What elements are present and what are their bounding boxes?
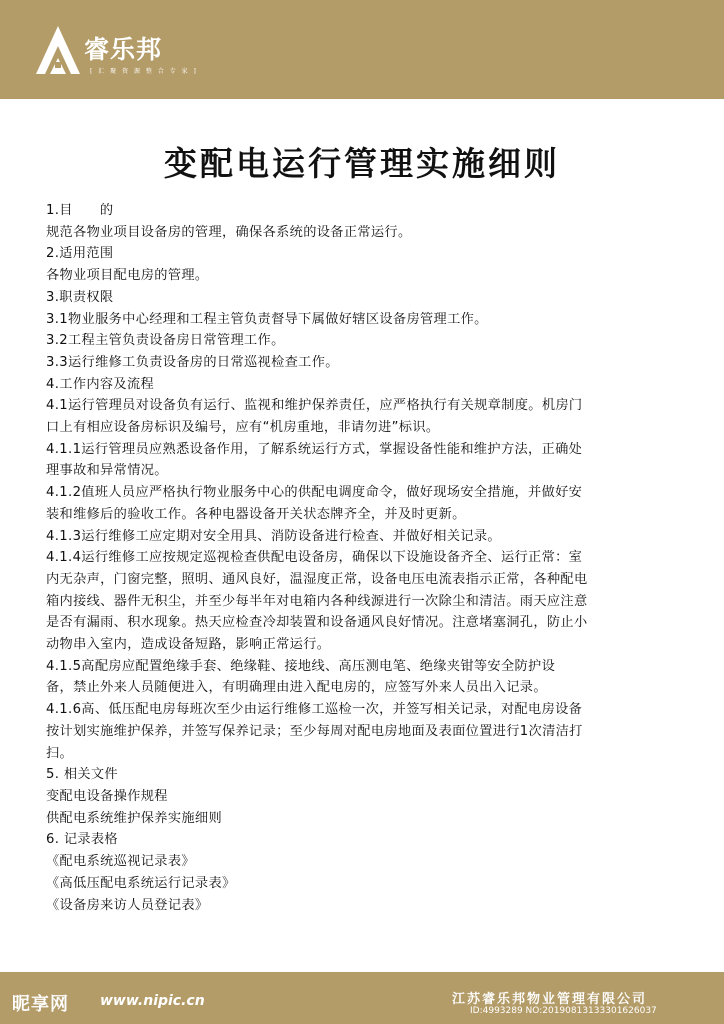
body-line: 备，禁止外来人员随便进入，有明确理由进入配电房的，应签写外来人员出入记录。	[46, 680, 547, 696]
body-line: 变配电设备操作规程	[46, 788, 168, 804]
body-line: 5. 相关文件	[46, 767, 118, 783]
body-line: 口上有相应设备房标识及编号，应有“机房重地，非请勿进”标识。	[46, 420, 440, 436]
body-line: 各物业项目配电房的管理。	[46, 268, 209, 284]
body-line: 扫。	[46, 745, 74, 761]
body-line: 内无杂声，门窗完整，照明、通风良好，温湿度正常，设备电压电流表指示正常，各种配电	[46, 571, 588, 587]
document-body	[46, 200, 682, 916]
body-line: 按计划实施维护保养，并签写保养记录；至少每周对配电房地面及表面位置进行1次清洁打	[46, 723, 583, 739]
body-line: 规范各物业项目设备房的管理，确保各系统的设备正常运行。	[46, 224, 412, 240]
body-line: 3.职责权限	[46, 289, 114, 305]
body-line: 供配电系统维护保养实施细则	[46, 810, 222, 826]
house-logo-icon	[34, 22, 82, 78]
brand-name: 睿乐邦	[84, 35, 163, 64]
body-line: 3.2工程主管负责设备房日常管理工作。	[46, 333, 285, 349]
company-name: 江苏睿乐邦物业管理有限公司	[452, 992, 648, 1007]
body-line: 1.目 的	[46, 203, 114, 218]
watermark-site: 昵享网	[12, 994, 69, 1015]
body-line: 4.1运行管理员对设备负有运行、监视和维护保养责任，应严格执行有关规章制度。机房门	[46, 398, 583, 414]
body-line: 装和维修后的验收工作。各种电器设备开关状态牌齐全，并及时更新。	[46, 506, 466, 522]
body-line: 4.1.3运行维修工应定期对安全用具、消防设备进行检查、并做好相关记录。	[46, 528, 501, 544]
body-line: 6. 记录表格	[46, 832, 118, 848]
body-line: 《高低压配电系统运行记录表》	[46, 875, 236, 891]
header-bar	[0, 0, 724, 99]
body-line: 2.适用范围	[46, 246, 114, 262]
body-line: 4.1.4运行维修工应按规定巡视检查供配电设备房，确保以下设施设备齐全、运行正常：室	[46, 550, 583, 566]
body-line: 动物串入室内，造成设备短路，影响正常运行。	[46, 637, 331, 653]
body-line: 是否有漏雨、积水现象。热天应检查冷却装置和设备通风良好情况。注意堵塞洞孔，防止小	[46, 615, 588, 631]
watermark-id: ID:4993289 NO:20190813133301626037	[470, 1006, 657, 1016]
body-line: 4.1.1运行管理员应熟悉设备作用，了解系统运行方式，掌握设备性能和维护方法，正确处	[46, 441, 583, 457]
body-line: 4.1.6高、低压配电房每班次至少由运行维修工巡检一次，并签写相关记录，对配电房设备	[46, 702, 583, 718]
body-line: 4.1.2值班人员应严格执行物业服务中心的供配电调度命令，做好现场安全措施，并做好安	[46, 485, 583, 501]
body-line: 箱内接线、器件无积尘，并至少每半年对电箱内各种线源进行一次除尘和清洁。雨天应注意	[46, 593, 588, 609]
body-line: 3.3运行维修工负责设备房的日常巡视检查工作。	[46, 354, 339, 370]
body-line: 《配电系统巡视记录表》	[46, 854, 195, 870]
body-line: 3.1物业服务中心经理和工程主管负责督导下属做好辖区设备房管理工作。	[46, 311, 488, 327]
watermark-url: www.nipic.cn	[100, 993, 205, 1009]
footer-bar	[0, 972, 724, 1024]
body-line: 理事故和异常情况。	[46, 463, 168, 479]
body-line: 4.1.5高配房应配置绝缘手套、绝缘鞋、接地线、高压测电笔、绝缘夹钳等安全防护设	[46, 658, 556, 674]
body-line: 4.工作内容及流程	[46, 376, 155, 392]
document-title: 变配电运行管理实施细则	[164, 144, 560, 183]
brand-slogan: [ 汇 聚 资 源 整 合 专 家 ]	[90, 68, 198, 75]
body-line: 《设备房来访人员登记表》	[46, 897, 209, 913]
